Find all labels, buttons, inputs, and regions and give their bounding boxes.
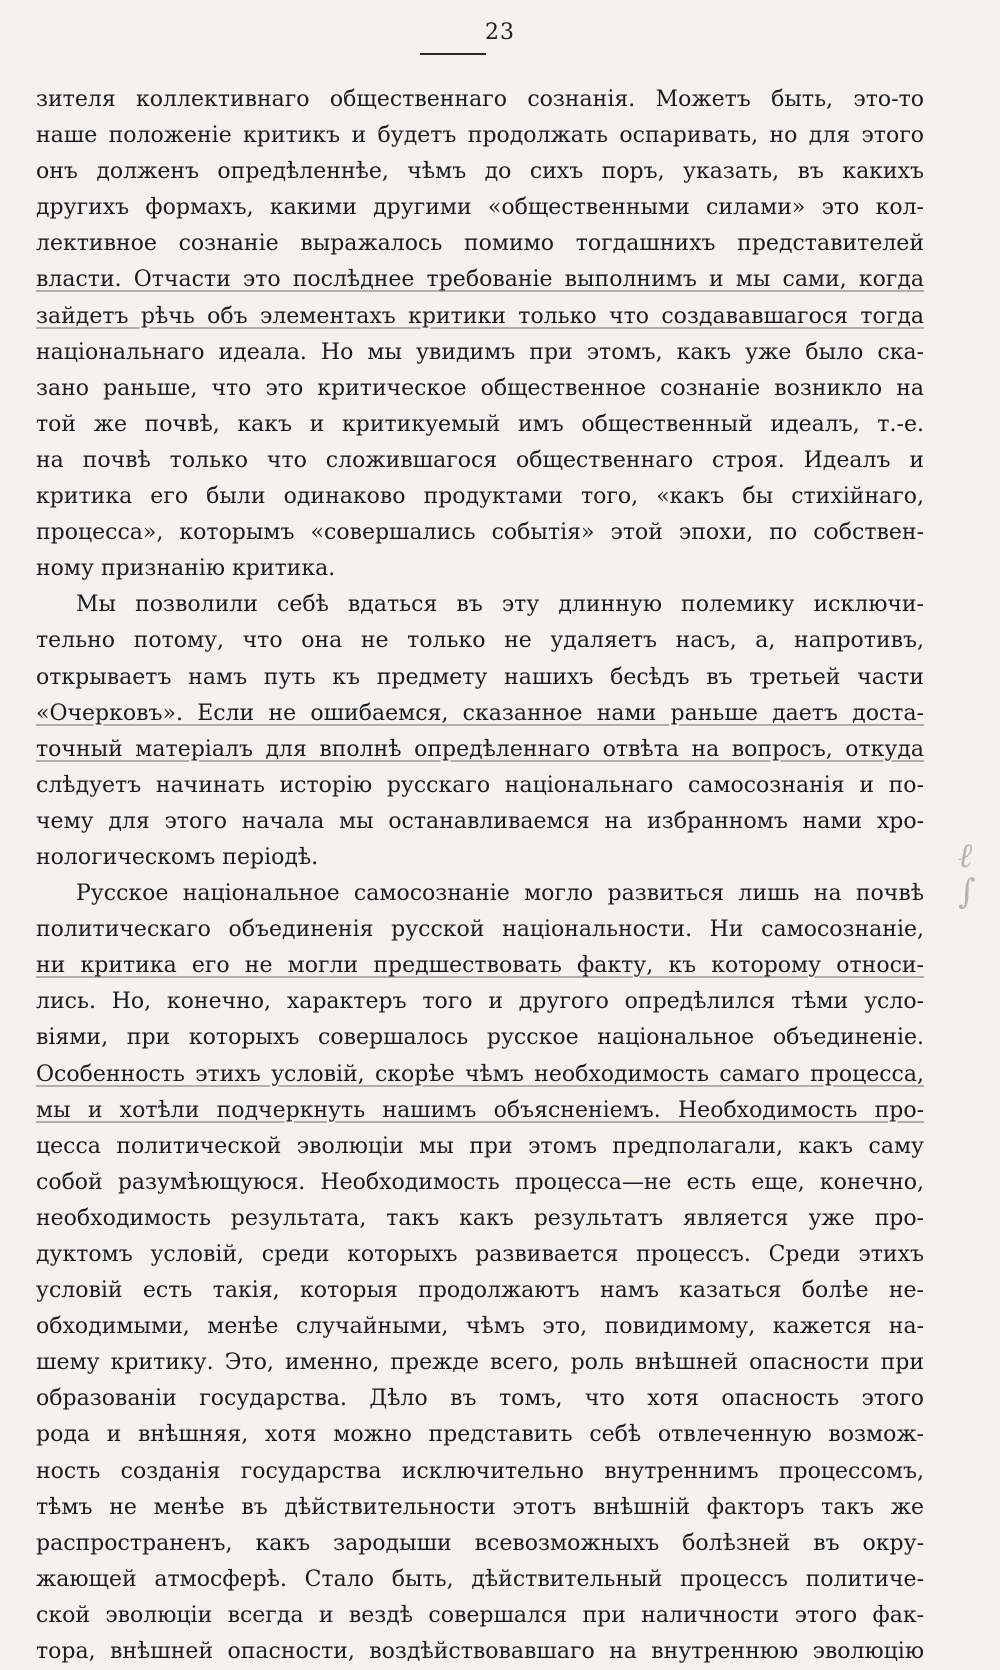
text-line: [36, 1201, 924, 1237]
page-number-rule: [420, 53, 486, 55]
text-line-content: Мы позволили себѣ вдаться въ эту длинную полемику исключи-: [76, 592, 924, 618]
text-line: [36, 696, 924, 732]
text-line: [36, 479, 924, 515]
text-line-content: лись. Но, конечно, характеръ того и другого опредѣлился тѣми усло-: [36, 989, 924, 1015]
text-line: [36, 1237, 924, 1273]
text-line-content: тельно потому, что она не только не удаляетъ насъ, а, напротивъ,: [36, 628, 924, 654]
text-line: [36, 371, 924, 407]
text-line-content: віями, при которыхъ совершалось русское національное объединеніе.: [36, 1025, 924, 1051]
text-line: [36, 876, 924, 912]
page-number: 23: [485, 20, 515, 45]
text-line: [36, 912, 924, 948]
text-line-content: «Очерковъ». Если не ошибаемся, сказанное нами раньше даетъ доста-: [36, 700, 924, 726]
text-line-content: дуктомъ условій, среди которыхъ развивается процессъ. Среди этихъ: [36, 1242, 924, 1267]
text-line-content: той же почвѣ, какъ и критикуемый имъ общественный идеалъ, т.-е.: [36, 411, 924, 437]
text-line: [36, 1345, 924, 1381]
text-line: [36, 1093, 924, 1129]
text-line-content: тѣмъ не менѣе въ дѣйствительности этотъ внѣшній факторъ такъ же: [36, 1494, 924, 1520]
text-line: [36, 623, 924, 659]
text-line: [36, 1020, 924, 1056]
text-line: [36, 154, 924, 190]
text-line-content: зайдетъ рѣчь объ элементахъ критики только что создававшагося тогда: [36, 303, 924, 329]
text-line-content: чему для этого начала мы останавливаемся на избранномъ нами хро-: [36, 808, 924, 834]
text-line: [36, 1381, 924, 1417]
text-line-content: шему критику. Это, именно, прежде всего, роль внѣшней опасности при: [36, 1350, 924, 1376]
text-line-content: тора, внѣшней опасности, воздѣйствовавшаго на внутреннюю эволюцію: [36, 1639, 924, 1665]
text-line-content: цесса политической эволюціи мы при этомъ предполагали, какъ саму: [36, 1133, 924, 1159]
text-line: [36, 226, 924, 262]
text-line: [36, 804, 924, 840]
text-line-content: ской эволюціи всегда и вездѣ совершался при наличности этого фак-: [36, 1602, 924, 1628]
text-line-content: рода и внѣшняя, хотя можно представить себѣ отвлеченную возмож-: [36, 1422, 924, 1448]
text-line-content: слѣдуетъ начинать исторію русскаго національнаго самосознанія и по-: [36, 772, 924, 798]
text-line: [36, 515, 924, 551]
text-line-content: лективное сознаніе выражалось помимо тогдашнихъ представителей: [36, 231, 924, 257]
text-line: [36, 587, 924, 623]
text-line: [36, 1598, 924, 1634]
body-text: [36, 82, 924, 1670]
text-line: [36, 1309, 924, 1345]
text-line: [36, 407, 924, 443]
text-line: [36, 299, 924, 335]
text-line-content: обходимыми, менѣе случайными, чѣмъ это, повидимому, кажется на-: [36, 1314, 924, 1340]
text-line-content: онъ долженъ опредѣленнѣе, чѣмъ до сихъ поръ, указать, въ какихъ: [36, 159, 924, 185]
text-line-content: критика его были одинаково продуктами того, «какъ бы стихійнаго,: [36, 484, 924, 510]
text-line: [36, 1490, 924, 1526]
text-line: [36, 1562, 924, 1598]
text-line-content: необходимость результата, такъ какъ результатъ является уже про-: [36, 1205, 924, 1231]
text-line-content: зано раньше, что это критическое общественное сознаніе возникло на: [36, 375, 924, 401]
text-line: [36, 1273, 924, 1309]
text-line-content: мы и хотѣли подчеркнуть нашимъ объясненіемъ. Необходимость про-: [36, 1097, 924, 1123]
text-line: [36, 118, 924, 154]
text-line-content: жающей атмосферѣ. Стало быть, дѣйствительный процессъ политиче-: [36, 1566, 924, 1592]
text-line: [36, 1454, 924, 1490]
text-line-content: открываетъ намъ путь къ предмету нашихъ бесѣдъ въ третьей части: [36, 664, 924, 690]
text-line: [36, 660, 924, 696]
text-line-content: Особенность этихъ условій, скорѣе чѣмъ необходимость самаго процесса,: [36, 1061, 924, 1087]
handwritten-margin-mark: ℓ ∫: [958, 838, 976, 912]
text-line: [36, 82, 924, 118]
text-line-content: на почвѣ только что сложившагося общественнаго строя. Идеалъ и: [36, 447, 924, 473]
text-line: [36, 443, 924, 479]
text-line: [36, 768, 924, 804]
text-line: [36, 335, 924, 371]
text-line: [36, 1526, 924, 1562]
text-line: [36, 262, 924, 298]
text-line-content: ни критика его не могли предшествовать факту, къ которому относи-: [36, 953, 924, 979]
text-line-content: власти. Отчасти это послѣднее требованіе выполнимъ и мы сами, когда: [36, 267, 924, 293]
text-line-content: ному признанію критика.: [36, 556, 336, 582]
text-line-content: національнаго идеала. Но мы увидимъ при этомъ, какъ уже было ска-: [36, 339, 924, 365]
text-line-content: политическаго объединенія русской національности. Ни самосознаніе,: [36, 917, 924, 943]
text-line-content: условій есть такія, которыя продолжаютъ намъ казаться болѣе не-: [36, 1278, 924, 1304]
text-line: [36, 732, 924, 768]
text-line-content: точный матеріалъ для вполнѣ опредѣленнаго отвѣта на вопросъ, откуда: [36, 736, 924, 762]
text-line-content: ность созданія государства исключительно внутреннимъ процессомъ,: [36, 1458, 924, 1484]
text-line: [36, 190, 924, 226]
text-line: [36, 1165, 924, 1201]
text-line-content: распространенъ, какъ зародыши всевозможныхъ болѣзней въ окру-: [36, 1530, 924, 1556]
text-line-content: Русское національное самосознаніе могло развиться лишь на почвѣ: [76, 881, 924, 907]
text-line: [36, 551, 924, 587]
text-line: [36, 984, 924, 1020]
text-line-content: образованіи государства. Дѣло въ томъ, что хотя опасность этого: [36, 1386, 924, 1412]
text-line-content: процесса», которымъ «совершались событія» этой эпохи, по собствен-: [36, 520, 924, 546]
text-line-content: собой разумѣющуюся. Необходимость процесса—не есть еще, конечно,: [36, 1169, 924, 1195]
text-line-content: зителя коллективнаго общественнаго сознанія. Можетъ быть, это-то: [36, 87, 924, 112]
text-line: [36, 948, 924, 984]
text-line-content: наше положеніе критикъ и будетъ продолжать оспаривать, но для этого: [36, 123, 924, 149]
text-line: [36, 840, 924, 876]
text-line: [36, 1057, 924, 1093]
text-line: [36, 1634, 924, 1670]
text-line-content: другихъ формахъ, какими другими «общественными силами» это кол-: [36, 195, 924, 221]
text-line-content: нологическомъ періодѣ.: [36, 844, 319, 870]
text-line: [36, 1417, 924, 1453]
text-line: [36, 1129, 924, 1165]
